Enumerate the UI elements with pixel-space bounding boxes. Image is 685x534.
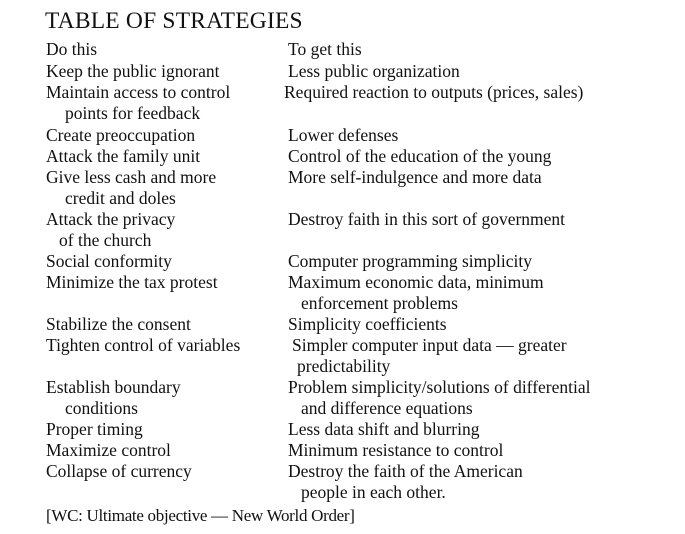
- table-row: [0, 146, 685, 167]
- strategy-table: [0, 39, 685, 503]
- result-line: predictability: [297, 356, 391, 376]
- strategy-result: [284, 82, 674, 103]
- strategy-result: [288, 440, 678, 461]
- result-line: Problem simplicity/solutions of differential: [288, 377, 591, 397]
- table-row: [0, 251, 685, 272]
- header-do-this: [46, 39, 281, 60]
- table-row: [0, 82, 685, 125]
- table-row: [0, 272, 685, 314]
- header-to-get-this: [288, 39, 678, 60]
- result-line: Computer programming simplicity: [288, 251, 533, 271]
- result-line: Less data shift and blurring: [288, 419, 480, 439]
- header-do-label: Do this: [46, 39, 98, 59]
- result-line: Minimum resistance to control: [288, 440, 504, 460]
- strategy-result: [288, 314, 678, 335]
- table-row: [0, 167, 685, 209]
- action-line: Attack the family unit: [46, 146, 201, 166]
- table-row: [0, 335, 685, 377]
- result-line: Required reaction to outputs (prices, sales): [284, 82, 584, 102]
- action-line: Collapse of currency: [46, 461, 192, 481]
- strategy-result: [288, 272, 678, 314]
- action-line: Maintain access to control: [46, 82, 231, 102]
- result-line: Simplicity coefficients: [288, 314, 447, 334]
- action-line: points for feedback: [65, 103, 201, 123]
- result-line: people in each other.: [301, 482, 446, 502]
- strategy-action: [46, 314, 281, 335]
- table-row: [0, 440, 685, 461]
- strategy-result: [292, 335, 682, 377]
- strategy-action: [46, 209, 281, 251]
- strategy-result: [288, 377, 678, 419]
- table-row: [0, 461, 685, 503]
- page-title: TABLE OF STRATEGIES: [45, 8, 303, 34]
- action-line: Social conformity: [46, 251, 172, 271]
- strategy-action: [46, 440, 281, 461]
- result-line: Destroy faith in this sort of government: [288, 209, 566, 229]
- action-line: Attack the privacy: [46, 209, 176, 229]
- strategy-result: [288, 61, 678, 82]
- result-line: More self-indulgence and more data: [288, 167, 542, 187]
- action-line: Tighten control of variables: [46, 335, 241, 355]
- table-row: [0, 209, 685, 251]
- action-line: Keep the public ignorant: [46, 61, 220, 81]
- action-line: Stabilize the consent: [46, 314, 191, 334]
- strategy-action: [46, 82, 281, 124]
- action-line: Minimize the tax protest: [46, 272, 218, 292]
- strategy-result: [288, 167, 678, 188]
- action-line: Maximize control: [46, 440, 171, 460]
- table-row: [0, 314, 685, 335]
- action-line: conditions: [65, 398, 138, 418]
- strategy-result: [288, 209, 678, 230]
- result-line: Control of the education of the young: [288, 146, 552, 166]
- editor-note: [WC: Ultimate objective — New World Order]: [46, 506, 355, 525]
- result-line: Lower defenses: [288, 125, 399, 145]
- strategy-result: [288, 146, 678, 167]
- result-line: enforcement problems: [301, 293, 458, 313]
- strategy-action: [46, 125, 281, 146]
- action-line: Give less cash and more: [46, 167, 217, 187]
- table-header-row: [0, 39, 685, 61]
- action-line: Proper timing: [46, 419, 143, 439]
- strategy-action: [46, 146, 281, 167]
- strategy-action: [46, 377, 281, 419]
- action-line: Establish boundary: [46, 377, 181, 397]
- header-get-label: To get this: [288, 39, 362, 59]
- result-line: Destroy the faith of the American: [288, 461, 523, 481]
- action-line: Create preoccupation: [46, 125, 196, 145]
- strategy-action: [46, 251, 281, 272]
- strategy-result: [288, 419, 678, 440]
- strategy-action: [46, 272, 281, 293]
- strategy-result: [288, 251, 678, 272]
- strategy-action: [46, 461, 281, 482]
- result-line: and difference equations: [301, 398, 473, 418]
- strategy-action: [46, 419, 281, 440]
- result-line: Maximum economic data, minimum: [288, 272, 544, 292]
- strategy-action: [46, 335, 281, 356]
- strategy-result: [288, 461, 678, 503]
- table-row: [0, 419, 685, 440]
- table-row: [0, 61, 685, 82]
- result-line: Simpler computer input data — greater: [292, 335, 567, 355]
- action-line: credit and doles: [65, 188, 176, 208]
- strategy-action: [46, 61, 281, 82]
- strategy-action: [46, 167, 281, 209]
- table-row: [0, 377, 685, 419]
- result-line: Less public organization: [288, 61, 460, 81]
- table-row: [0, 125, 685, 146]
- strategy-result: [288, 125, 678, 146]
- action-line: of the church: [59, 230, 152, 250]
